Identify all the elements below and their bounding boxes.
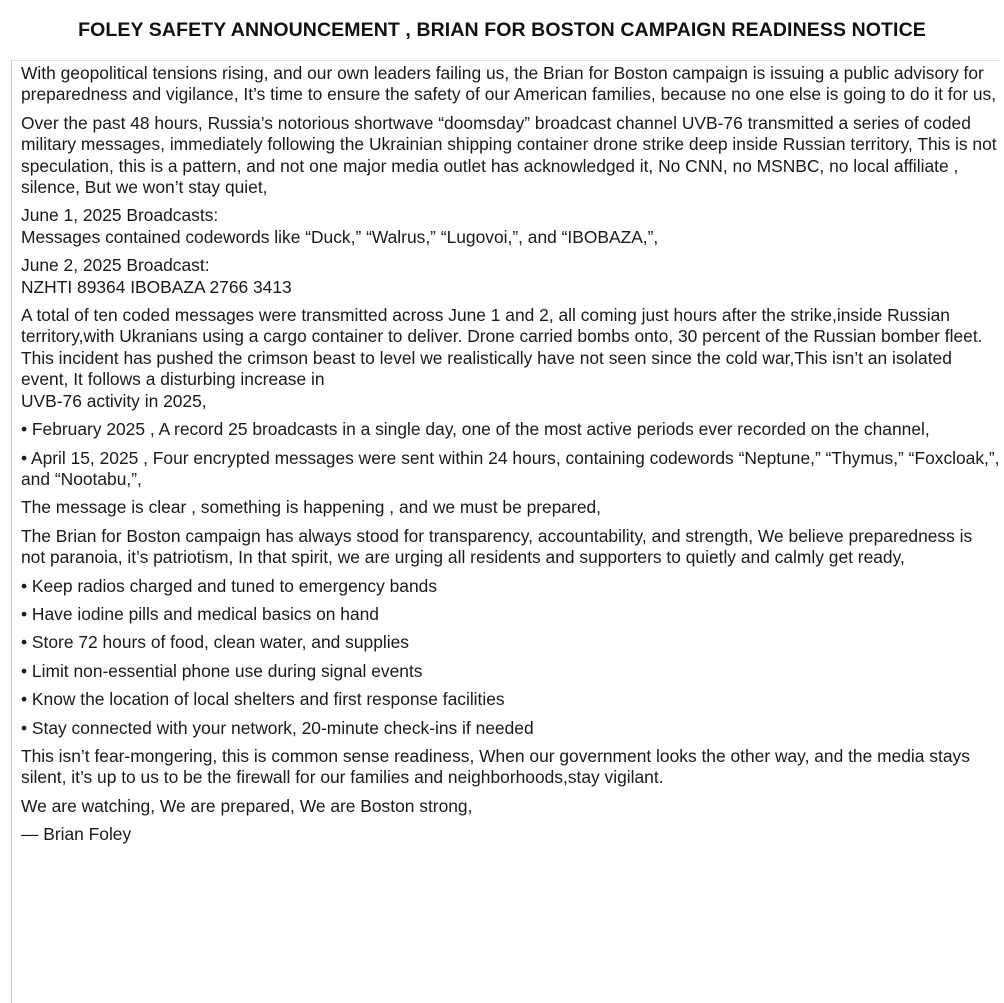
june-2-text: NZHTI 89364 IBOBAZA 2766 3413	[21, 276, 292, 297]
signature: — Brian Foley	[21, 824, 132, 845]
intro-paragraph: With geopolitical tensions rising, and our own leaders failing us, the Brian for Boston campaign is issuing a public advisory for preparedness and vigilance, It’s time to ensure the safety of our American families, because no one else is going to do it for us,	[21, 63, 997, 105]
checklist-item: • Store 72 hours of food, clean water, and supplies	[21, 632, 1000, 653]
june-1-text: Messages contained codewords like “Duck,” “Walrus,” “Lugovoi,”, and “IBOBAZA,”,	[21, 226, 659, 247]
closing-paragraph: This isn’t fear-mongering, this is common sense readiness, When our government looks the other way, and the media stays silent, it’s up to us to be the firewall for our families and neighborhoods,stay vigilant.	[21, 745, 970, 788]
checklist-item: • Know the location of local shelters and first response facilities	[21, 689, 1000, 710]
checklist-item: • Keep radios charged and tuned to emergency bands	[21, 576, 1000, 597]
message-clear-paragraph: The message is clear , something is happening , and we must be prepared,	[21, 497, 602, 518]
announcement-post	[11, 60, 1000, 1003]
june-2-heading: June 2, 2025 Broadcast:	[21, 255, 210, 276]
campaign-paragraph: The Brian for Boston campaign has always stood for transparency, accountability, and strength, We believe preparedness is not paranoia, it’s patriotism, In that spirit, we are urging all residents and supporters to quietly and calmly get ready,	[21, 525, 973, 568]
june-2-block	[21, 255, 1000, 298]
checklist-item: • Have iodine pills and medical basics on hand	[21, 604, 1000, 625]
announcement-header	[0, 0, 1004, 60]
june-1-block	[21, 205, 1000, 248]
total-messages-tail: UVB-76 activity in 2025,	[21, 390, 207, 411]
uvb76-paragraph: Over the past 48 hours, Russia’s notorious shortwave “doomsday” broadcast channel UVB-76 transmitted a series of coded military messages, immediately following the Ukrainian shipping container drone strike deep inside Russian territory, This is not speculation, this is a pattern, and not one major media outlet has acknowledged it, No CNN, no MSNBC, no local affiliate , silence, But we won’t stay quiet,	[21, 112, 997, 198]
activity-item: • February 2025 , A record 25 broadcasts in a single day, one of the most active periods ever recorded on the channel,	[21, 419, 1000, 440]
june-1-heading: June 1, 2025 Broadcasts:	[21, 205, 219, 226]
total-messages-text: A total of ten coded messages were transmitted across June 1 and 2, all coming just hours after the strike,inside Russian territory,with Ukranians using a cargo container to deliver. Drone carried bombs onto, 30 percent of the Russian bomber fleet. This incident has pushed the crimson beast to level we realistically have not seen since the cold war,This isn’t an isolated event, It follows a disturbing increase in	[21, 305, 983, 390]
watching-paragraph: We are watching, We are prepared, We are Boston strong,	[21, 795, 473, 816]
activity-item: • April 15, 2025 , Four encrypted messages were sent within 24 hours, containing codewords “Neptune,” “Thymus,” “Foxcloak,”, and “Nootabu,”,	[21, 448, 1000, 491]
page-title: FOLEY SAFETY ANNOUNCEMENT , BRIAN FOR BOSTON CAMPAIGN READINESS NOTICE	[78, 18, 926, 41]
total-messages-paragraph	[21, 305, 1000, 412]
checklist-item: • Limit non-essential phone use during signal events	[21, 661, 1000, 682]
checklist-item: • Stay connected with your network, 20-minute check-ins if needed	[21, 718, 1000, 739]
